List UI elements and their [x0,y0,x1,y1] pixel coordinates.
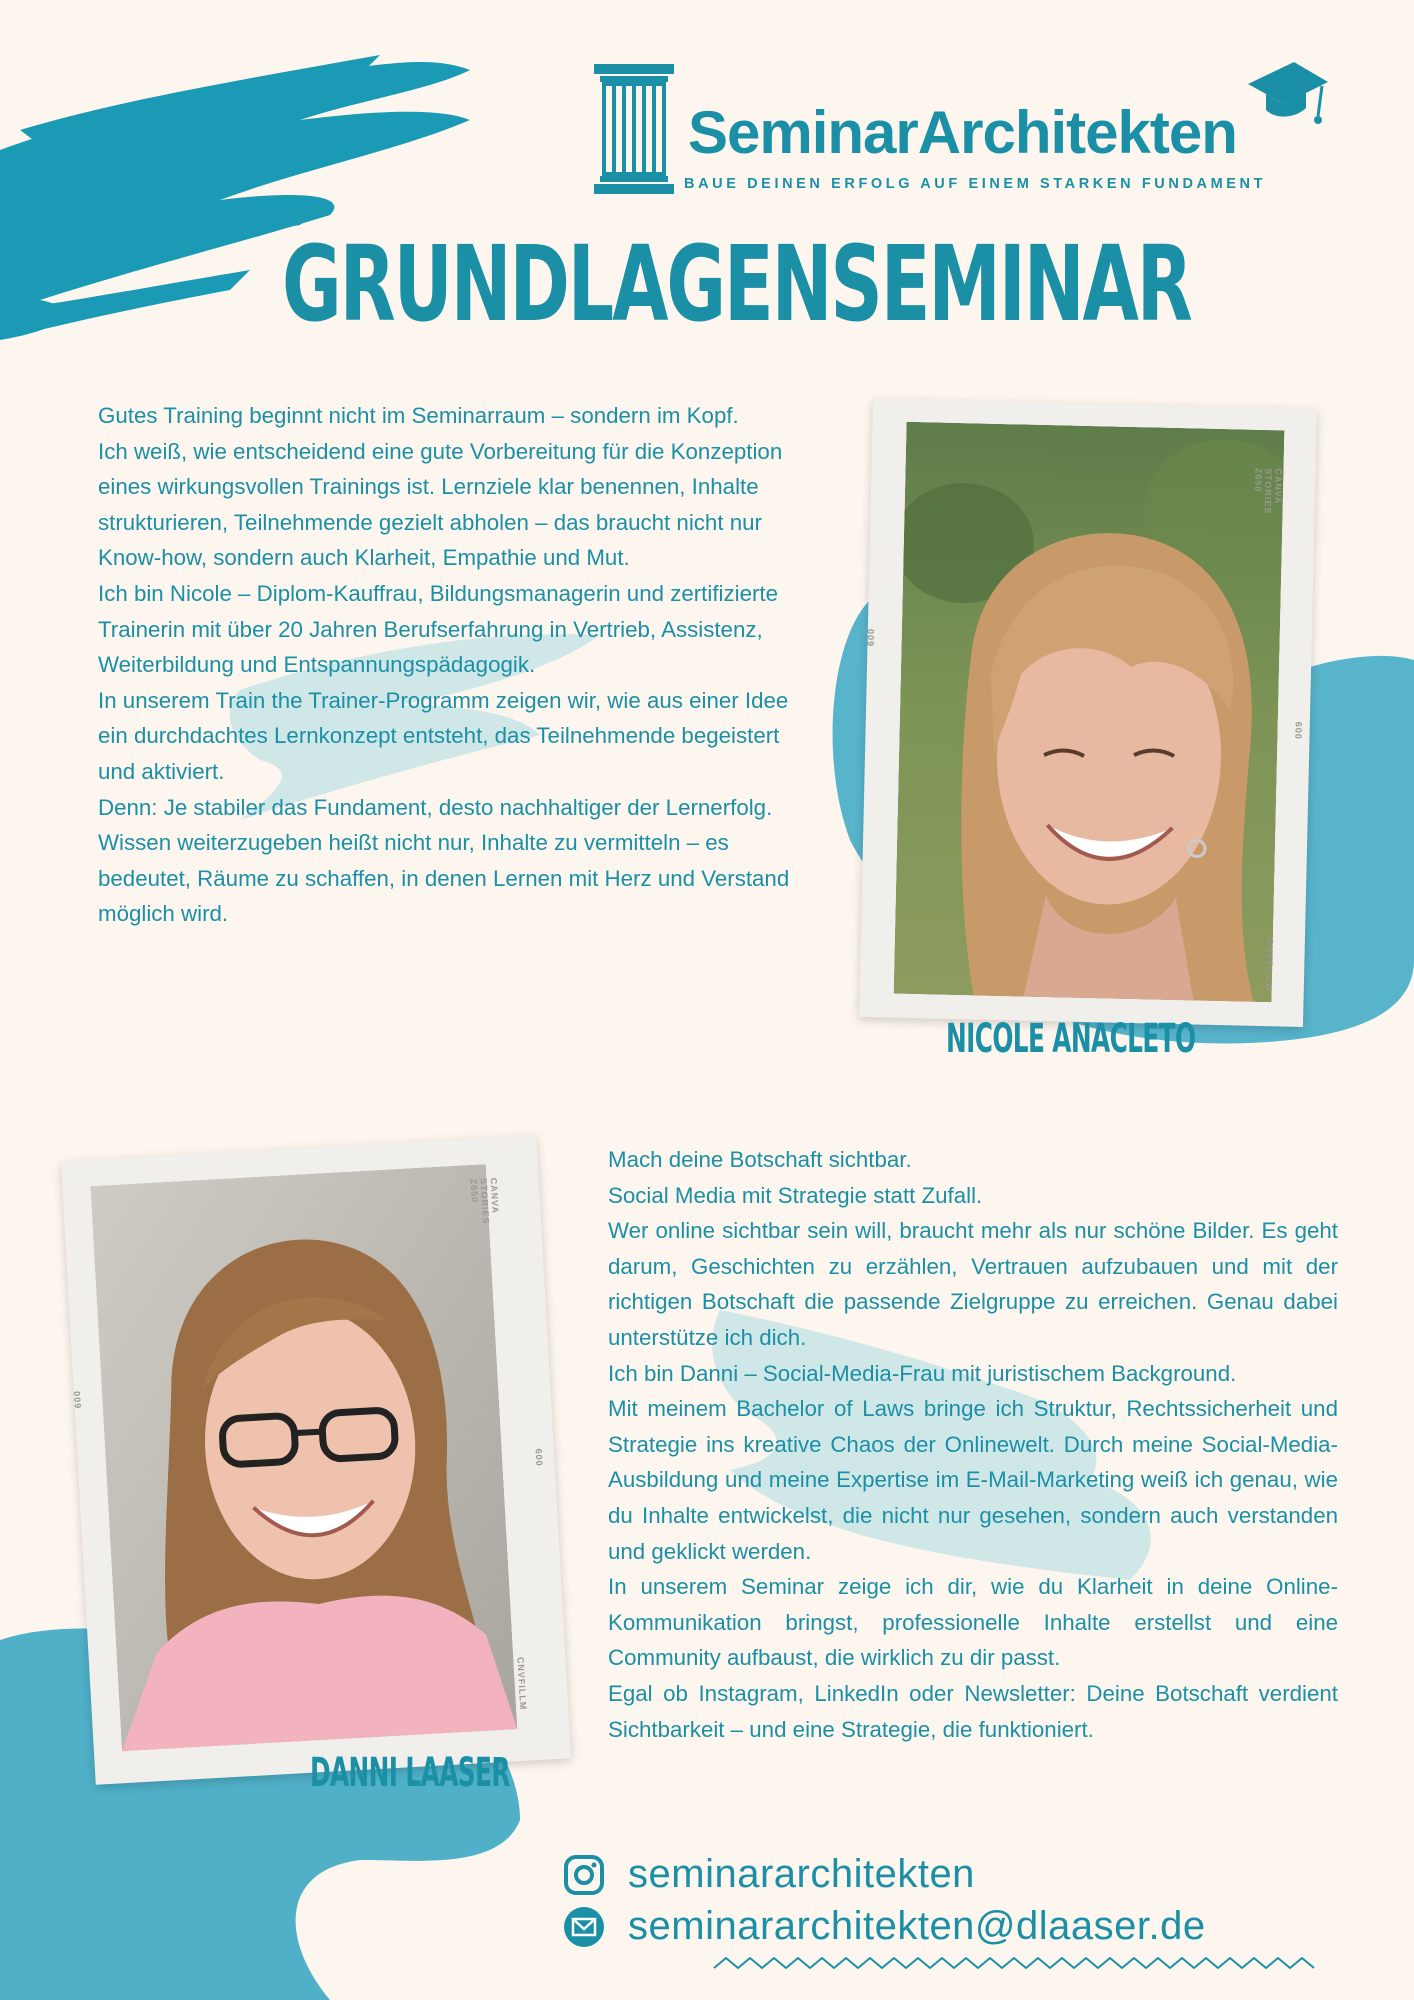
paragraph: Wissen weiterzugeben heißt nicht nur, Inhalte zu vermitteln – es bedeutet, Räume zu schaffen, in denen Lernen mit Herz und Verstand möglich wird. [98,830,790,927]
paragraph: Ich bin Danni – Social-Media-Frau mit juristischem Background. [608,1360,1237,1386]
paragraph: Gutes Training beginnt nicht im Seminarraum – sondern im Kopf. [98,403,739,428]
nicole-name: NICOLE ANACLETO [946,1016,1196,1062]
paragraph: In unserem Seminar zeige ich dir, wie du Klarheit in deine Online-Kommunikation bringst, professionelle Inhalte erstellst und eine Community aufbaust, die wirklich zu dir passt. [608,1574,1338,1671]
paragraph: Egal ob Instagram, LinkedIn oder Newsletter: Deine Botschaft verdient Sichtbarkeit – und eine Strategie, die funktioniert. [608,1680,1338,1742]
paragraph: Mit meinem Bachelor of Laws bringe ich Struktur, Rechtssicherheit und Strategie ins kreative Chaos der Onlinewelt. Durch meine Social-Media-Ausbildung und meine Expertise im E-Mail-Marketing weiß ich genau, wie du Inhalte entwickelst, die nicht nur gesehen, sondern auch verstanden und geklickt werden. [608,1396,1338,1564]
paragraph: Social Media mit Strategie statt Zufall. [608,1182,983,1208]
film-mark: CNVFILLM [515,1656,529,1711]
film-mark: CANVA STORIES Z650 [1253,467,1284,515]
danni-photo [90,1164,517,1751]
instagram-handle[interactable]: seminararchitekten [628,1852,975,1896]
instagram-icon [562,1853,606,1897]
zigzag-line [714,1958,1314,1968]
paragraph: Ich bin Nicole – Diplom-Kauffrau, Bildungsmanagerin und zertifizierte Trainerin mit über 20 Jahren Berufserfahrung in Vertrieb, Assistenz, Weiterbildung und Entspannungspädagogik. [98,580,778,678]
paragraph: In unserem Train the Trainer-Programm zeigen wir, wie aus einer Idee ein durchdachtes Lernkonzept entsteht, das Teilnehmende begeistert und aktiviert. [98,687,789,784]
graduation-cap-icon [1244,58,1330,136]
email-contact[interactable] [562,1904,1206,1949]
paragraph: Denn: Je stabiler das Fundament, desto nachhaltiger der Lernerfolg. [98,794,773,820]
danni-photo-frame [61,1135,571,1785]
instagram-contact[interactable] [562,1852,975,1897]
nicole-text-block [98,398,798,932]
film-mark: 009 [533,1447,545,1466]
paragraph: Wer online sichtbar sein will, braucht mehr als nur schöne Bilder. Es geht darum, Geschichten zu erzählen, Vertrauen aufzubauen und mit der richtigen Botschaft die passende Zielgruppe zu erreichen. Genau dabei unterstütze ich dich. [608,1218,1338,1350]
paragraph: Ich weiß, wie entscheidend eine gute Vorbereitung für die Konzeption eines wirkungsvollen Trainings ist. Lernziele klar benennen, Inhalte strukturieren, Teilnehmende gezielt abholen – das braucht nicht nur Know-how, sondern auch Klarheit, Empathie und Mut. [98,438,783,571]
film-mark: CANVA STORIES Z650 [468,1177,501,1225]
nicole-photo-frame [859,399,1317,1027]
danni-name: DANNI LAASER [310,1750,510,1796]
film-mark: 009 [865,628,876,648]
email-address[interactable]: seminararchitekten@dlaaser.de [628,1904,1206,1948]
logo-tagline: BAUE DEINEN ERFOLG AUF EINEM STARKEN FUNDAMENT [684,176,1267,192]
nicole-photo [894,422,1285,1002]
danni-text-block [608,1142,1338,1747]
logo-title: SeminarArchitekten [688,99,1237,166]
main-heading: GRUNDLAGENSEMINAR [282,223,1191,345]
film-mark: CNVFILLM [1263,938,1275,992]
film-mark: 009 [71,1390,83,1410]
column-logo-icon [592,62,676,198]
film-mark: 009 [1293,720,1304,739]
email-icon [562,1905,606,1949]
paragraph: Mach deine Botschaft sichtbar. [608,1147,912,1172]
